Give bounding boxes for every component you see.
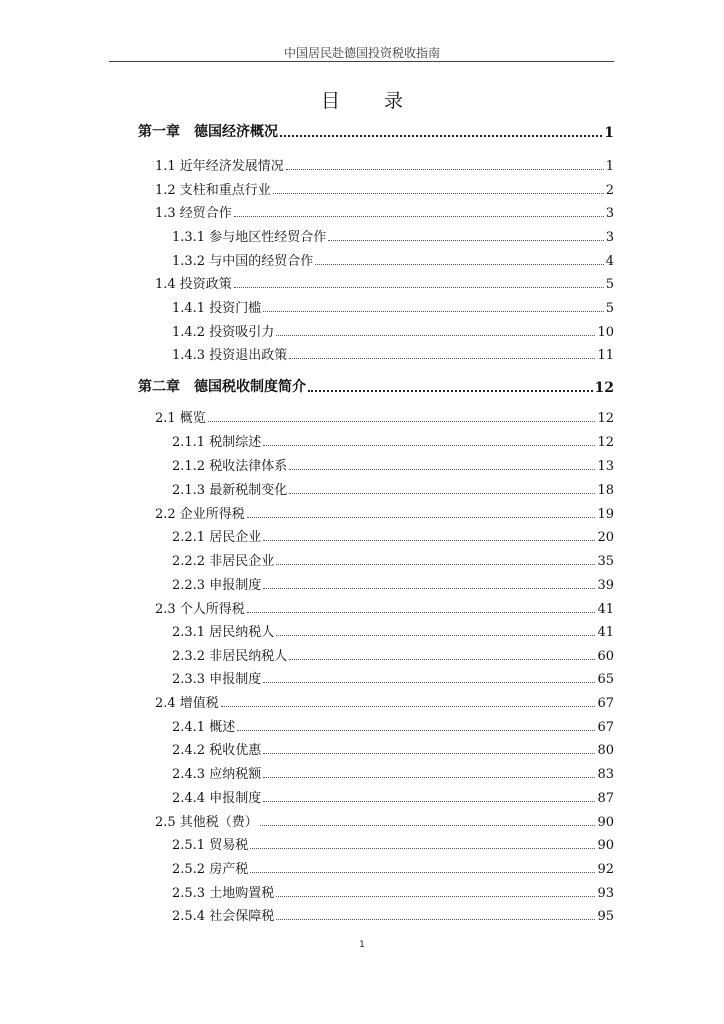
toc-entry[interactable] — [0, 249, 724, 269]
toc-entry[interactable] — [0, 597, 724, 617]
toc-entry[interactable] — [0, 691, 724, 711]
toc-entry-label: 2.2.2 非居民企业 — [172, 554, 275, 569]
toc-entry-page: 39 — [597, 578, 614, 593]
toc-entry-page: 87 — [597, 791, 614, 806]
dot-leader — [289, 493, 595, 494]
toc-entry[interactable] — [0, 573, 724, 593]
toc-entry-page: 10 — [597, 325, 614, 340]
dot-leader — [221, 706, 596, 707]
toc-entry-page: 90 — [597, 838, 614, 853]
dot-leader — [237, 730, 595, 731]
running-header: 中国居民赴德国投资税收指南 — [283, 46, 440, 60]
dot-leader — [289, 659, 595, 660]
toc-entry-label: 1.3.1 参与地区性经贸合作 — [172, 230, 327, 245]
toc-entry-label: 1.4 投资政策 — [155, 277, 232, 292]
toc-entry-page: 1 — [604, 125, 614, 141]
toc-entry[interactable] — [0, 225, 724, 245]
toc-entry-page: 80 — [597, 743, 614, 758]
dot-leader — [263, 682, 595, 683]
toc-entry-page: 95 — [597, 909, 614, 924]
dot-leader — [276, 896, 595, 897]
dot-leader — [308, 390, 593, 392]
toc-entry-page: 3 — [605, 230, 614, 245]
dot-leader — [260, 825, 596, 826]
toc-entry[interactable] — [0, 667, 724, 687]
dot-leader — [234, 216, 604, 217]
toc-entry-label: 2.3.3 申报制度 — [172, 672, 262, 687]
toc-entry-page: 19 — [597, 507, 614, 522]
toc-entry[interactable] — [0, 430, 724, 450]
toc-entry-label: 1.4.2 投资吸引力 — [172, 325, 275, 340]
toc-entry[interactable] — [0, 272, 724, 292]
dot-leader — [263, 753, 595, 754]
toc-entry[interactable] — [0, 406, 724, 426]
toc-entry[interactable] — [0, 857, 724, 877]
toc-entry-page: 4 — [605, 254, 614, 269]
toc-entry-page: 13 — [597, 459, 614, 474]
toc-entry-label: 2.5.1 贸易税 — [172, 838, 249, 853]
toc-entry-page: 83 — [597, 767, 614, 782]
dot-leader — [289, 358, 595, 359]
dot-leader — [263, 311, 604, 312]
toc-title: 目录 — [320, 90, 447, 112]
toc-entry-label: 1.3.2 与中国的经贸合作 — [172, 254, 314, 269]
toc-entry-label: 2.3.2 非居民纳税人 — [172, 649, 288, 664]
toc-entry[interactable] — [0, 833, 724, 853]
toc-entry-label: 1.1 近年经济发展情况 — [155, 159, 284, 174]
toc-entry-label: 2.4.1 概述 — [172, 720, 236, 735]
toc-entry[interactable] — [0, 154, 724, 174]
dot-leader — [208, 421, 596, 422]
toc-entry[interactable] — [0, 178, 724, 198]
toc-entry-page: 90 — [597, 815, 614, 830]
toc-entry-label: 2.3 个人所得税 — [155, 602, 245, 617]
toc-entry-page: 67 — [597, 720, 614, 735]
dot-leader — [276, 919, 595, 920]
dot-leader — [247, 517, 596, 518]
toc-entry[interactable] — [0, 620, 724, 640]
toc-entry-label: 2.2 企业所得税 — [155, 507, 245, 522]
toc-entry-page: 60 — [597, 649, 614, 664]
dot-leader — [263, 801, 595, 802]
dot-leader — [315, 264, 604, 265]
toc-entry-label: 2.4.2 税收优惠 — [172, 743, 262, 758]
toc-entry-label: 第一章 德国经济概况 — [138, 124, 278, 140]
toc-entry[interactable] — [0, 478, 724, 498]
toc-entry-page: 12 — [594, 380, 614, 396]
toc-entry[interactable] — [0, 810, 724, 830]
toc-entry-page: 2 — [605, 183, 614, 198]
dot-leader — [263, 540, 595, 541]
dot-leader — [276, 335, 595, 336]
toc-entry-label: 2.1 概览 — [155, 411, 206, 426]
dot-leader — [273, 193, 604, 194]
toc-entry-page: 41 — [597, 602, 614, 617]
toc-entry[interactable] — [0, 296, 724, 316]
toc-entry[interactable] — [0, 201, 724, 221]
page-number: 1 — [359, 940, 365, 950]
dot-leader — [289, 469, 595, 470]
toc-entry[interactable] — [0, 525, 724, 545]
dot-leader — [276, 564, 595, 565]
toc-entry-page: 65 — [597, 672, 614, 687]
dot-leader — [328, 240, 604, 241]
dot-leader — [263, 445, 595, 446]
toc-entry-label: 2.4.3 应纳税额 — [172, 767, 262, 782]
toc-entry-label: 2.1.2 税收法律体系 — [172, 459, 288, 474]
toc-entry[interactable] — [0, 715, 724, 735]
toc-entry-page: 12 — [597, 411, 614, 426]
toc-entry[interactable] — [0, 502, 724, 522]
toc-entry[interactable] — [0, 454, 724, 474]
toc-entry[interactable] — [0, 343, 724, 363]
dot-leader — [286, 169, 604, 170]
toc-entry[interactable] — [0, 549, 724, 569]
toc-entry-page: 93 — [597, 886, 614, 901]
toc-entry-label: 1.4.1 投资门槛 — [172, 301, 262, 316]
dot-leader — [276, 635, 595, 636]
toc-chapter-entry[interactable] — [0, 376, 724, 396]
toc-entry-label: 第二章 德国税收制度简介 — [138, 379, 306, 395]
toc-entry[interactable] — [0, 644, 724, 664]
toc-chapter-entry[interactable] — [0, 121, 724, 141]
dot-leader — [247, 612, 596, 613]
toc-entry-label: 1.3 经贸合作 — [155, 206, 232, 221]
toc-entry-page: 35 — [597, 554, 614, 569]
toc-entry-page: 5 — [605, 301, 614, 316]
toc-entry-page: 41 — [597, 625, 614, 640]
toc-entry-label: 2.5.4 社会保障税 — [172, 909, 275, 924]
toc-entry-label: 2.4 增值税 — [155, 696, 219, 711]
dot-leader — [250, 848, 595, 849]
toc-entry[interactable] — [0, 738, 724, 758]
toc-entry-label: 2.5.2 房产税 — [172, 862, 249, 877]
toc-entry-label: 1.2 支柱和重点行业 — [155, 183, 271, 198]
toc-entry-label: 2.2.1 居民企业 — [172, 530, 262, 545]
toc-entry-label: 2.1.3 最新税制变化 — [172, 483, 288, 498]
toc-entry-label: 2.5.3 土地购置税 — [172, 886, 275, 901]
toc-entry-page: 5 — [605, 277, 614, 292]
toc-entry-page: 1 — [605, 159, 614, 174]
toc-entry-label: 2.1.1 税制综述 — [172, 435, 262, 450]
dot-leader — [234, 287, 604, 288]
dot-leader — [250, 872, 595, 873]
toc-entry-label: 1.4.3 投资退出政策 — [172, 348, 288, 363]
toc-entry-page: 18 — [597, 483, 614, 498]
toc-entry-page: 3 — [605, 206, 614, 221]
toc-entry-page: 67 — [597, 696, 614, 711]
dot-leader — [280, 135, 602, 137]
toc-entry[interactable] — [0, 904, 724, 924]
toc-entry[interactable] — [0, 786, 724, 806]
toc-entry-page: 11 — [597, 348, 614, 363]
toc-entry-page: 92 — [597, 862, 614, 877]
toc-entry-label: 2.3.1 居民纳税人 — [172, 625, 275, 640]
toc-entry-label: 2.2.3 申报制度 — [172, 578, 262, 593]
toc-entry-label: 2.5 其他税（费） — [155, 815, 258, 830]
toc-entry-page: 20 — [597, 530, 614, 545]
toc-entry-page: 12 — [597, 435, 614, 450]
dot-leader — [263, 777, 595, 778]
toc-entry[interactable] — [0, 762, 724, 782]
toc-entry-label: 2.4.4 申报制度 — [172, 791, 262, 806]
toc-entry[interactable] — [0, 881, 724, 901]
toc-entry[interactable] — [0, 320, 724, 340]
dot-leader — [263, 588, 595, 589]
